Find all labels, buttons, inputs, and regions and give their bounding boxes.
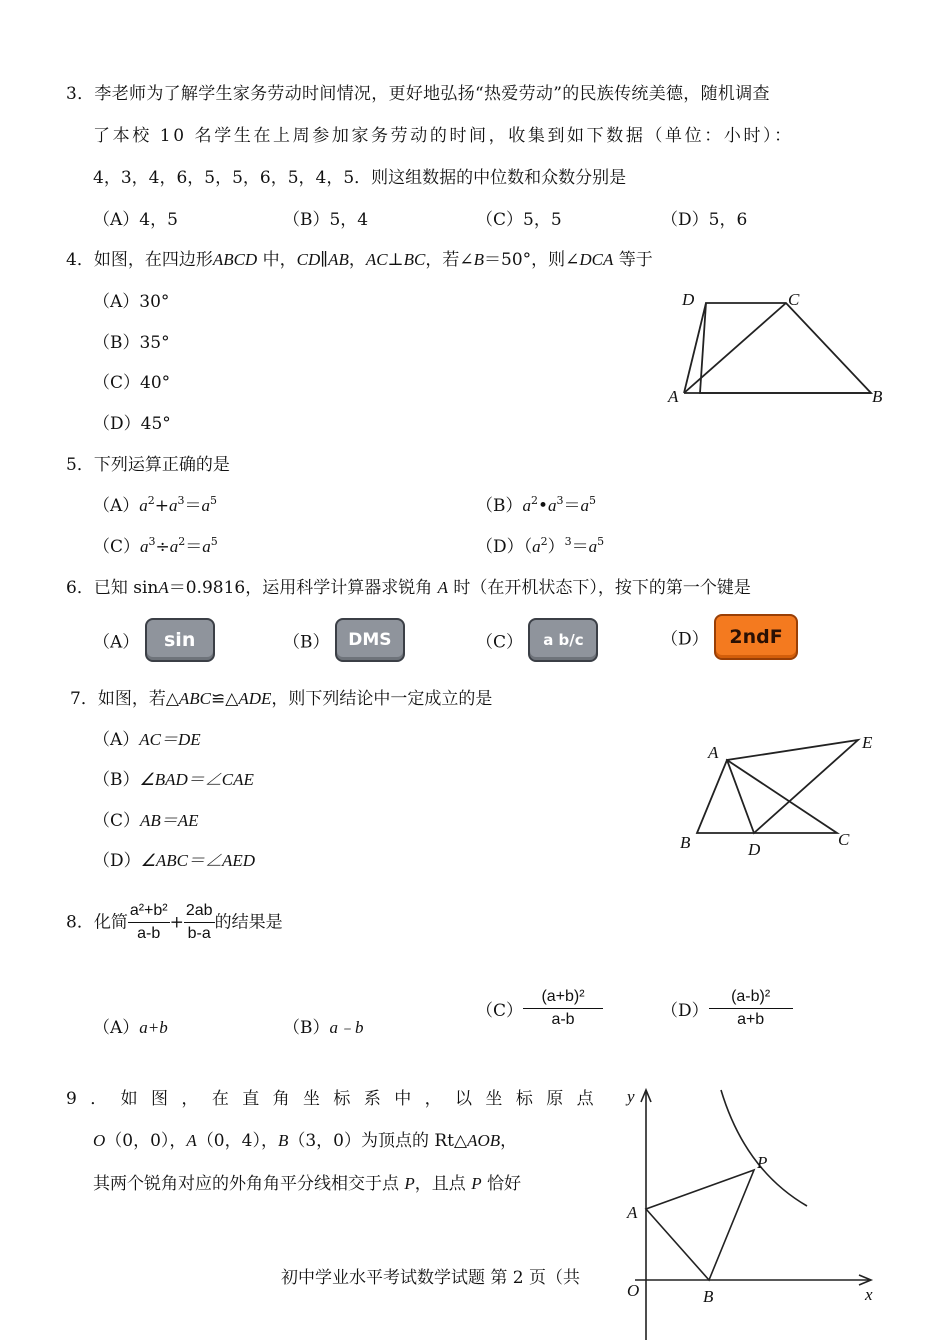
q9-label-x: x bbox=[865, 1285, 873, 1304]
q4-option-a: （A）30° bbox=[93, 292, 170, 312]
q8-option-d-fraction: $\frac{\text{(a-b)²}}{a+b}$ bbox=[709, 986, 793, 1031]
sin-key-icon: sin bbox=[145, 618, 215, 662]
q3-line-1: 3．李老师为了解学生家务劳动时间情况，更好地弘扬“热爱劳动”的民族传统美德，随机调查 bbox=[66, 84, 770, 104]
q3-option-d: （D）5，6 bbox=[661, 210, 748, 230]
q7-option-a: （A）AC＝DE bbox=[93, 730, 201, 750]
q7-triangle-ade bbox=[727, 740, 858, 833]
second-function-key-icon: 2ndF bbox=[714, 614, 798, 660]
q5-option-a: $(A)a^2+a^3=a^5$ bbox=[93, 494, 218, 516]
q9-hyperbola-curve bbox=[721, 1090, 807, 1206]
q9-label-y: y bbox=[627, 1087, 635, 1106]
q6-option-d: （D） 2ndF bbox=[661, 614, 798, 660]
q4-diagonal-ac bbox=[684, 303, 786, 393]
q3-option-c: （C）5，5 bbox=[476, 210, 562, 230]
q4-stem: 4．如图，在四边形ABCD 中，CD∥AB，AC⊥BC，若∠B＝50°，则∠DCA 等于 bbox=[66, 250, 653, 270]
q4-label-a: A bbox=[668, 387, 679, 406]
q7-option-b: （B）∠BAD＝∠CAE bbox=[93, 770, 254, 790]
q7-option-d: （D）∠ABC＝∠AED bbox=[93, 851, 256, 871]
q8-fraction-2: $\frac{2ab}{b-a}$ bbox=[185, 902, 213, 942]
q6-stem: 6．已知 sinA＝0.9816，运用科学计算器求锐角 A 时（在开机状态下），按下的第一个键是 bbox=[66, 578, 751, 598]
q6-option-b: （B） DMS bbox=[283, 618, 405, 662]
q8-stem: 8．化简 $\frac{\text{a²+b²}}{a-b}$ + $\frac{2ab}{b-a}$ 的结果是 bbox=[66, 900, 283, 945]
q8-option-c-fraction: $\frac{\text{(a+b)²}}{a-b}$ bbox=[523, 986, 603, 1031]
q9-triangle-apb bbox=[646, 1170, 754, 1280]
q3-option-a: （A）4，5 bbox=[93, 210, 178, 230]
q5-option-d: $(D)(a^2)^3=a^5$ bbox=[476, 535, 605, 557]
q9-label-p: P bbox=[757, 1153, 768, 1172]
fraction-key-icon: a b/c bbox=[528, 618, 598, 662]
q3-option-b: （B）5，4 bbox=[283, 210, 369, 230]
q8-option-c: （C） $\frac{\text{(a+b)²}}{a-b}$ bbox=[476, 986, 603, 1031]
q6-option-a: （A） sin bbox=[93, 618, 215, 662]
q8-option-d: （D） $\frac{\text{(a-b)²}}{a+b}$ bbox=[661, 986, 793, 1031]
q9-line-3: 其两个锐角对应的外角角平分线相交于点 P，且点 P 恰好 bbox=[93, 1174, 521, 1194]
q7-label-d: D bbox=[748, 840, 761, 859]
q6-option-c: （C） a b/c bbox=[476, 618, 598, 662]
q8-fraction-1: $\frac{\text{a²+b²}}{a-b}$ bbox=[129, 902, 168, 942]
q5-option-b: $(B)a^2•a^3=a^5$ bbox=[476, 494, 597, 516]
q9-line-2: O（0，0），A（0，4），B（3，0）为顶点的 Rt△AOB， bbox=[93, 1131, 518, 1151]
q9-coordinate-figure bbox=[615, 1078, 890, 1340]
q5-stem: 5．下列运算正确的是 bbox=[66, 455, 230, 475]
q4-quadrilateral bbox=[700, 303, 871, 393]
q9-label-b: B bbox=[703, 1287, 714, 1306]
q9-label-a: A bbox=[627, 1203, 638, 1222]
q7-option-c: （C）AB＝AE bbox=[93, 811, 199, 831]
q3-line-3: 4，3，4，6，5，5，6，5，4，5．则这组数据的中位数和众数分别是 bbox=[93, 168, 627, 188]
q7-triangles-figure bbox=[670, 728, 890, 863]
q4-label-c: C bbox=[788, 290, 800, 309]
q4-option-d: （D）45° bbox=[93, 414, 171, 434]
q9-line-1: 9．如图，在直角坐标系中，以坐标原点 bbox=[66, 1089, 608, 1109]
q7-label-a: A bbox=[708, 743, 719, 762]
dms-key-icon: DMS bbox=[335, 618, 405, 662]
q4-option-b: （B）35° bbox=[93, 333, 170, 353]
q3-line-2: 了本校 10 名学生在上周参加家务劳动的时间，收集到如下数据（单位：小时）： bbox=[93, 126, 794, 146]
q7-label-b: B bbox=[680, 833, 691, 852]
q7-label-c: C bbox=[838, 830, 850, 849]
q5-option-c: $(C)a^3\div a^2=a^5$ bbox=[93, 535, 218, 557]
q8-option-b: （B）a﹣b bbox=[283, 1018, 364, 1038]
q4-option-c: （C）40° bbox=[93, 373, 171, 393]
q4-label-b: B bbox=[872, 387, 883, 406]
q4-quadrilateral-figure bbox=[660, 285, 900, 415]
q8-option-a: （A）a+b bbox=[93, 1018, 168, 1038]
q7-label-e: E bbox=[862, 733, 873, 752]
q9-label-o: O bbox=[627, 1281, 640, 1300]
q4-label-d: D bbox=[682, 290, 695, 309]
q7-stem: 7．如图，若△ABC≌△ADE，则下列结论中一定成立的是 bbox=[70, 689, 493, 709]
page-footer: 初中学业水平考试数学试题 第 2 页（共 bbox=[281, 1268, 581, 1288]
